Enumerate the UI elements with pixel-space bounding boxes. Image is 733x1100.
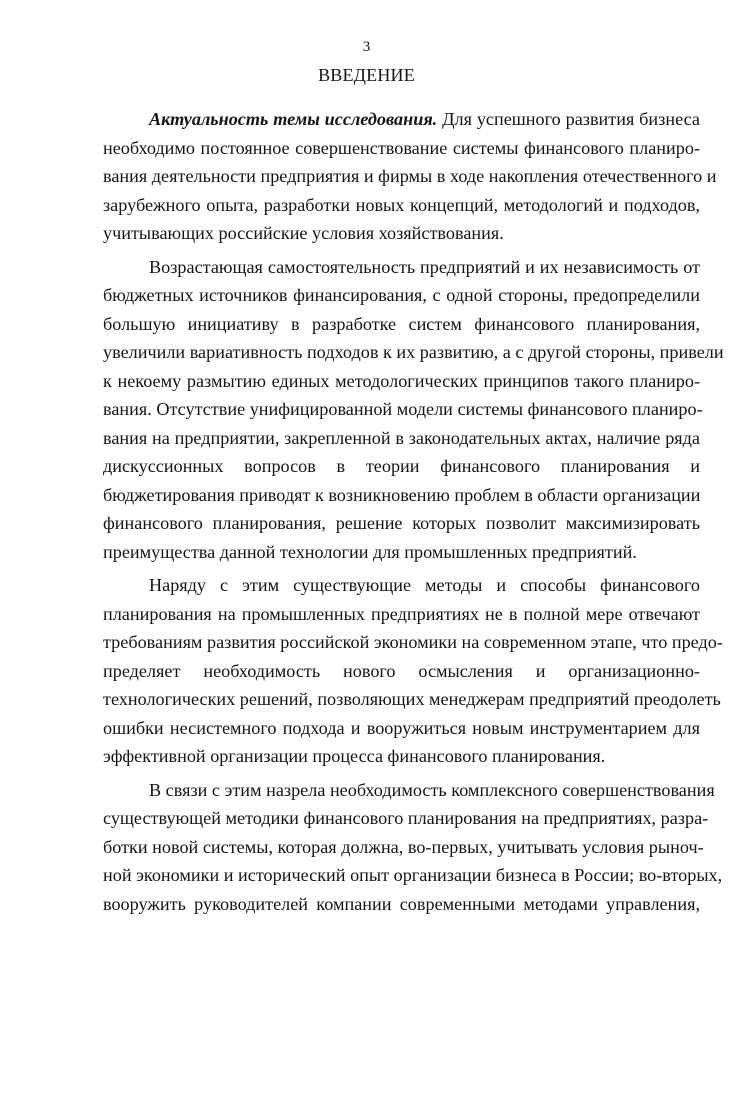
paragraph-line: преимущества данной технологии для промышленных предприятий. [103,541,637,562]
paragraph-line: вания деятельности предприятия и фирмы в ходе накопления отечественного и [103,166,717,186]
paragraph-line: дискуссионных вопросов в теории финансового планирования и [103,456,700,476]
paragraph-line: пределяет необходимость нового осмысления и организационно- [103,660,700,681]
paragraph-line: увеличили вариативность подходов к их развитию, а с другой стороны, привели [103,342,724,362]
paragraph-line: В связи с этим назрела необходимость комплексного совершенствования [149,779,715,800]
paragraph-line: зарубежного опыта, разработки новых концепций, методологий и подходов, [103,194,700,215]
paragraph-line: Возрастающая самостоятельность предприятий и их независимость от [149,256,700,277]
paragraph-line: бюджетирования приводят к возникновению проблем в области организации [103,484,701,505]
paragraph-line: существующей методики финансового планирования на предприятиях, разра- [103,808,709,828]
page-number: 3 [362,39,371,55]
paragraph-line: большую инициативу в разработке систем финансового планирования, [103,313,700,334]
paragraph-line: планирования на промышленных предприятиях не в полной мере отвечают [103,603,700,624]
paragraph-line: требованиям развития российской экономики на современном этапе, что предо- [103,632,723,652]
paragraph-line: эффективной организации процесса финансового планирования. [103,746,606,766]
paragraph-line: вания. Отсутствие унифицированной модели системы финансового планиро- [103,399,703,419]
paragraph-line: Актуальность темы исследования. Для успешного развития бизнеса [149,109,700,129]
paragraph-line: ошибки несистемного подхода и вооружиться новым инструментарием для [103,717,700,738]
section-heading: ВВЕДЕНИЕ [318,65,415,85]
paragraph-line: технологических решений, позволяющих менеджерам предприятий преодолеть [103,689,721,709]
paragraph-lead: Актуальность темы исследования. [149,109,438,129]
paragraph-line: к некоему размытию единых методологических принципов такого планиро- [103,370,700,391]
paragraph-line: вооружить руководителей компании современными методами управления, [103,893,700,914]
paragraph-line: Наряду с этим существующие методы и способы финансового [149,575,700,595]
paragraph-line: учитывающих российские условия хозяйствования. [103,223,504,243]
paragraph-line: вания на предприятии, закрепленной в законодательных актах, наличие ряда [103,427,700,448]
paragraph-line: ботки новой системы, которая должна, во-первых, учитывать условия рыноч- [103,836,704,857]
paragraph-line: необходимо постоянное совершенствование системы финансового планиро- [103,137,700,158]
paragraph-line: бюджетных источников финансирования, с одной стороны, предопределили [103,285,700,305]
paragraph-line: ной экономики и исторический опыт организации бизнеса в России; во-вторых, [103,865,723,885]
paragraph-line: финансового планирования, решение которых позволит максимизировать [103,513,700,533]
document-body [103,105,724,918]
